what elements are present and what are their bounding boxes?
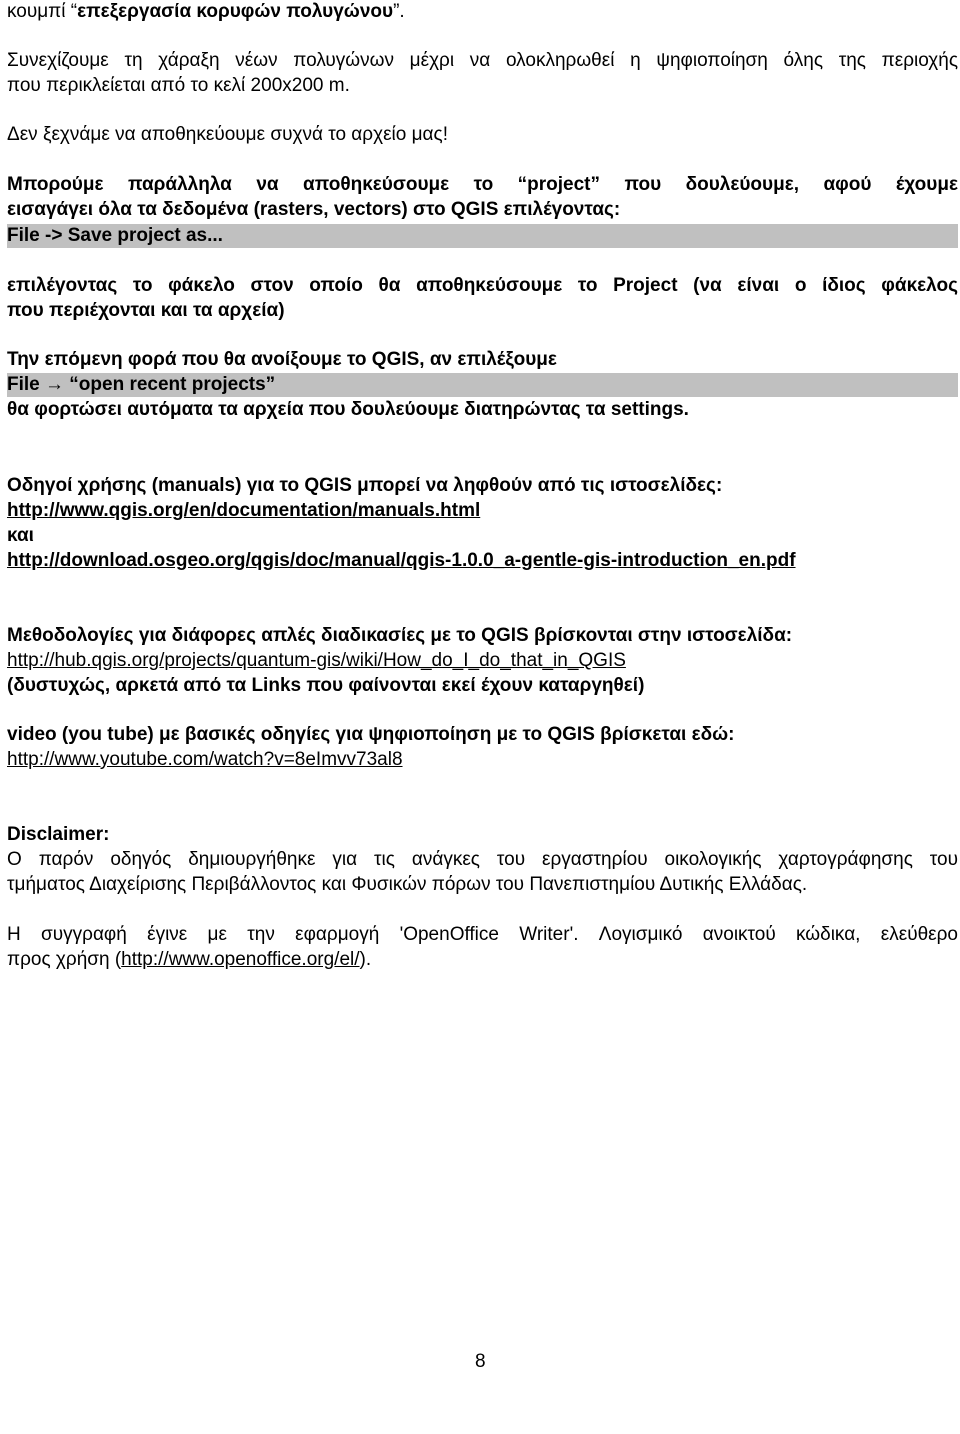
disclaimer-line-4-suffix: ).: [359, 949, 372, 970]
methods-link-line: [7, 649, 626, 673]
disclaimer-line-4: [7, 948, 371, 972]
save-reminder: Δεν ξεχνάμε να αποθηκεύουμε συχνά το αρχείο μας!: [7, 124, 448, 145]
intro-prefix: κουμπί “: [7, 1, 78, 22]
folder-line-1: επιλέγοντας το φάκελο στον οποίο θα αποθηκεύσουμε το Project (να είναι ο ίδιος φάκελος: [7, 275, 958, 296]
continue-line-1: Συνεχίζουμε τη χάραξη νέων πολυγώνων μέχρι να ολοκληρωθεί η ψηφιοποίηση όλης της περιοχής: [7, 50, 958, 71]
disclaimer-line-3: Η συγγραφή έγινε με την εφαρμογή 'OpenOffice Writer'. Λογισμικό ανοικτού κώδικα, ελεύθερο: [7, 924, 958, 945]
disclaimer-line-2: τμήματος Διαχείρισης Περιβάλλοντος και Φυσικών πόρων του Πανεπιστημίου Δυτικής Ελλάδας.: [7, 874, 808, 895]
folder-line-2: που περιέχονται και τα αρχεία): [7, 300, 285, 321]
video-link-line: [7, 748, 403, 772]
manuals-link-2-line: [7, 549, 796, 573]
manuals-link-1[interactable]: http://www.qgis.org/en/documentation/manuals.html: [7, 500, 481, 521]
methods-line-1: Μεθοδολογίες για διάφορες απλές διαδικασίες με το QGIS βρίσκονται στην ιστοσελίδα:: [7, 625, 793, 646]
intro-bold: επεξεργασία κορυφών πολυγώνου: [77, 1, 394, 22]
disclaimer-heading: Disclaimer:: [7, 824, 110, 845]
openoffice-link[interactable]: http://www.openoffice.org/el/: [121, 949, 360, 970]
save-project-menu-path: File -> Save project as...: [7, 224, 958, 248]
page-number: 8: [475, 1351, 486, 1372]
recent-line-3: θα φορτώσει αυτόματα τα αρχεία που δουλεύουμε διατηρώντας τα settings.: [7, 399, 689, 420]
intro-line: [7, 0, 405, 24]
recent-menu-path: File → “open recent projects”: [7, 373, 958, 397]
manuals-link-2[interactable]: http://download.osgeo.org/qgis/doc/manual/qgis-1.0.0_a-gentle-gis-introduction_en.pdf: [7, 550, 796, 571]
methods-note: (δυστυχώς, αρκετά από τα Links που φαίνονται εκεί έχουν καταργηθεί): [7, 675, 645, 696]
disclaimer-line-1: Ο παρόν οδηγός δημιουργήθηκε για τις ανάγκες του εργαστηρίου οικολογικής χαρτογράφησης του: [7, 849, 958, 870]
video-link[interactable]: http://www.youtube.com/watch?v=8eImvv73al8: [7, 749, 403, 770]
manuals-and: και: [7, 525, 34, 546]
manuals-link-1-line: [7, 499, 480, 523]
recent-line-1: Την επόμενη φορά που θα ανοίξουμε το QGIS, αν επιλέξουμε: [7, 349, 557, 370]
video-line-1: video (you tube) με βασικές οδηγίες για ψηφιοποίηση με το QGIS βρίσκεται εδώ:: [7, 724, 735, 745]
manuals-line-1: Οδηγοί χρήσης (manuals) για το QGIS μπορεί να ληφθούν από τις ιστοσελίδες:: [7, 475, 723, 496]
disclaimer-line-4-prefix: προς χρήση (: [7, 949, 122, 970]
continue-line-2: που περικλείεται από το κελί 200x200 m.: [7, 75, 350, 96]
intro-suffix: ”.: [393, 1, 405, 22]
save-project-line-2: εισαγάγει όλα τα δεδομένα (rasters, vectors) στο QGIS επιλέγοντας:: [7, 199, 621, 220]
save-project-line-1: Μπορούμε παράλληλα να αποθηκεύσουμε το “project” που δουλεύουμε, αφού έχουμε: [7, 174, 958, 195]
methods-link[interactable]: http://hub.qgis.org/projects/quantum-gis/wiki/How_do_I_do_that_in_QGIS: [7, 650, 626, 671]
